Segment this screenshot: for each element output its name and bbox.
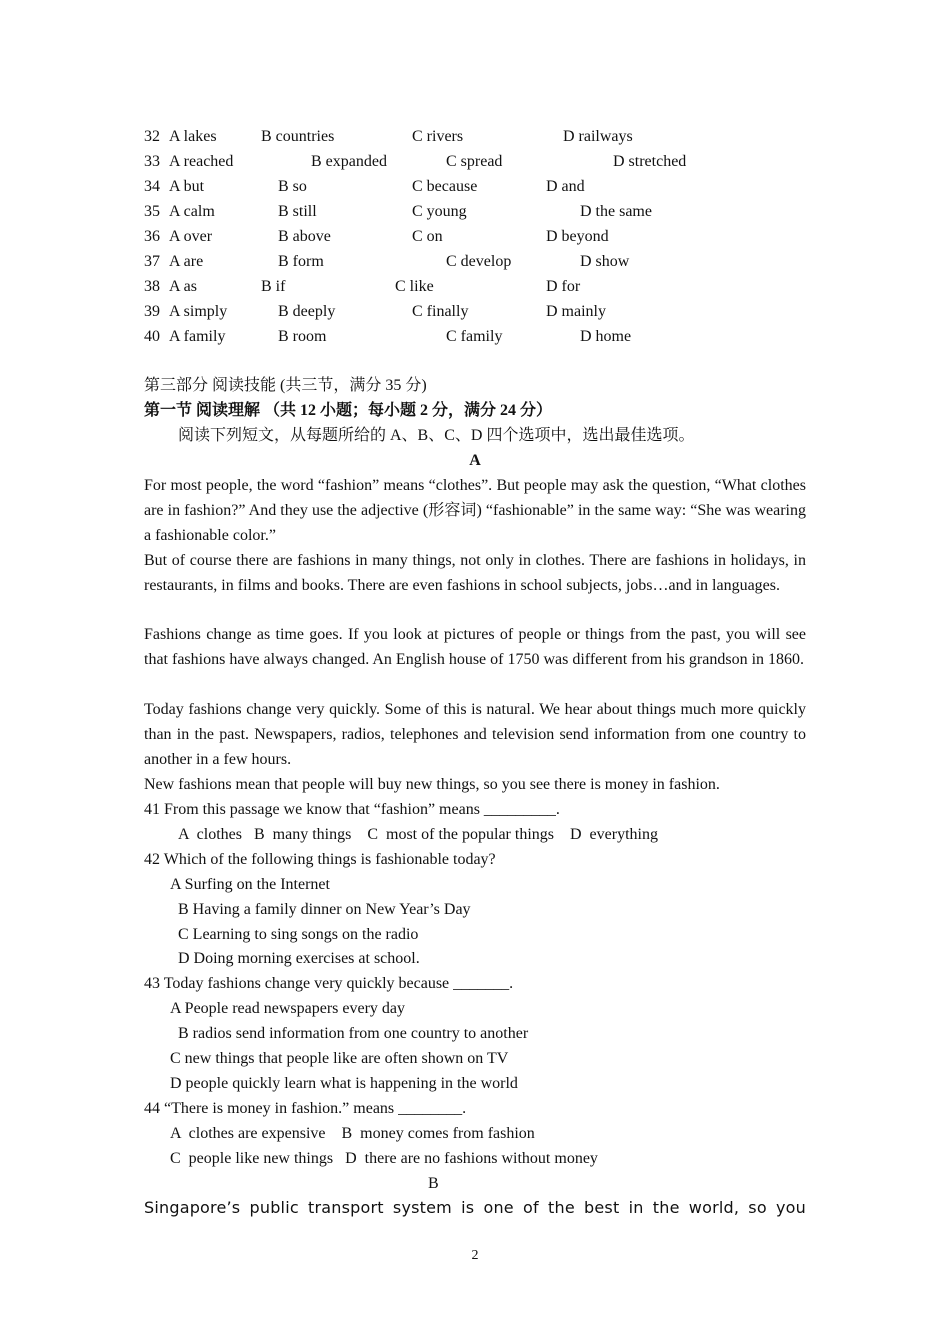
option-b: B deeply [278, 303, 336, 320]
option-b: B above [278, 228, 331, 245]
option-d: D stretched [613, 153, 687, 170]
question-number: 40 [144, 328, 160, 345]
question-44-options-ab: A clothes are expensive B money comes from fashion [170, 1125, 535, 1142]
option-d: D and [546, 178, 585, 195]
passage-paragraph: New fashions mean that people will buy new things, so you see there is money in fashion. [144, 776, 720, 793]
question-43-option-d: D people quickly learn what is happening in the world [170, 1075, 518, 1092]
option-c: C like [395, 278, 434, 295]
option-b: B expanded [311, 153, 387, 170]
option-d: D the same [580, 203, 652, 220]
option-d: D home [580, 328, 632, 345]
option-d: D mainly [546, 303, 606, 320]
section-subtitle: 第一节 阅读理解 （共 12 小题；每小题 2 分，满分 24 分） [144, 402, 553, 419]
question-number: 34 [144, 178, 160, 195]
option-a: A lakes [169, 128, 217, 145]
option-b: B room [278, 328, 327, 345]
instruction: 阅读下列短文，从每题所给的 A、B、C、D 四个选项中，选出最佳选项。 [178, 427, 695, 444]
option-b: B so [278, 178, 307, 195]
option-c: C spread [446, 153, 503, 170]
question-42-option-c: C Learning to sing songs on the radio [178, 926, 419, 943]
option-a: A over [169, 228, 213, 245]
passage-paragraph: But of course there are fashions in many things, not only in clothes. There are fashions in holidays, in restaurants, in films and books. There are even fashions in school subjects, jobs…and in languages. [144, 552, 806, 594]
question-number: 36 [144, 228, 160, 245]
question-number: 35 [144, 203, 160, 220]
question-number: 32 [144, 128, 160, 145]
option-a: A family [169, 328, 226, 345]
passage-paragraph: Today fashions change very quickly. Some of this is natural. We hear about things much more quickly than in the past. Newspapers, radios, telephones and television send information from one country to another in a few hours. [144, 701, 806, 768]
question-42-stem: 42 Which of the following things is fashionable today? [144, 851, 496, 868]
question-42-option-b: B Having a family dinner on New Year’s Day [178, 901, 471, 918]
option-a: A simply [169, 303, 228, 320]
question-43-option-b: B radios send information from one country to another [178, 1025, 529, 1042]
page-number: 2 [471, 1248, 479, 1263]
option-b: B form [278, 253, 324, 270]
passage-paragraph: Fashions change as time goes. If you look at pictures of people or things from the past, you will see that fashions have always changed. An English house of 1750 was different from his grandson in 1860. [144, 626, 806, 668]
option-c: C because [412, 178, 478, 195]
option-d: D show [580, 253, 630, 270]
option-c: C young [412, 203, 467, 220]
option-a: A calm [169, 203, 215, 220]
question-number: 39 [144, 303, 160, 320]
option-a: A as [169, 278, 197, 295]
passage-b-label: B [428, 1175, 439, 1192]
option-a: A reached [169, 153, 234, 170]
option-b: B if [261, 278, 286, 295]
question-43-option-a: A People read newspapers every day [170, 1000, 406, 1017]
option-b: B still [278, 203, 317, 220]
option-a: A but [169, 178, 205, 195]
option-c: C rivers [412, 128, 464, 145]
option-c: C develop [446, 253, 512, 270]
option-d: D beyond [546, 228, 609, 245]
question-44-options-cd: C people like new things D there are no fashions without money [170, 1150, 598, 1167]
question-number: 38 [144, 278, 160, 295]
question-43-stem: 43 Today fashions change very quickly because _______. [144, 975, 514, 992]
question-42-option-a: A Surfing on the Internet [170, 876, 330, 893]
passage-b-first-line: Singapore’s public transport system is one of the best in the world, so you [144, 1198, 806, 1217]
option-c: C family [446, 328, 503, 345]
passage-a-label: A [469, 452, 481, 469]
option-d: D railways [563, 128, 633, 145]
question-number: 33 [144, 153, 160, 170]
option-c: C on [412, 228, 443, 245]
part-title: 第三部分 阅读技能 (共三节，满分 35 分) [144, 377, 427, 394]
question-43-option-c: C new things that people like are often shown on TV [170, 1050, 509, 1067]
question-41-options: A clothes B many things C most of the popular things D everything [178, 826, 658, 843]
option-b: B countries [261, 128, 335, 145]
question-41-stem: 41 From this passage we know that “fashion” means _________. [144, 801, 560, 818]
passage-paragraph: For most people, the word “fashion” means “clothes”. But people may ask the question, “What clothes are in fashion?” And they use the adjective (形容词) “fashionable” in the same way: “She was wearing a fashionable color.” [144, 477, 806, 544]
option-c: C finally [412, 303, 469, 320]
question-number: 37 [144, 253, 160, 270]
option-a: A are [169, 253, 204, 270]
option-d: D for [546, 278, 581, 295]
question-44-stem: 44 “There is money in fashion.” means ________. [144, 1100, 467, 1117]
question-42-option-d: D Doing morning exercises at school. [178, 950, 420, 967]
